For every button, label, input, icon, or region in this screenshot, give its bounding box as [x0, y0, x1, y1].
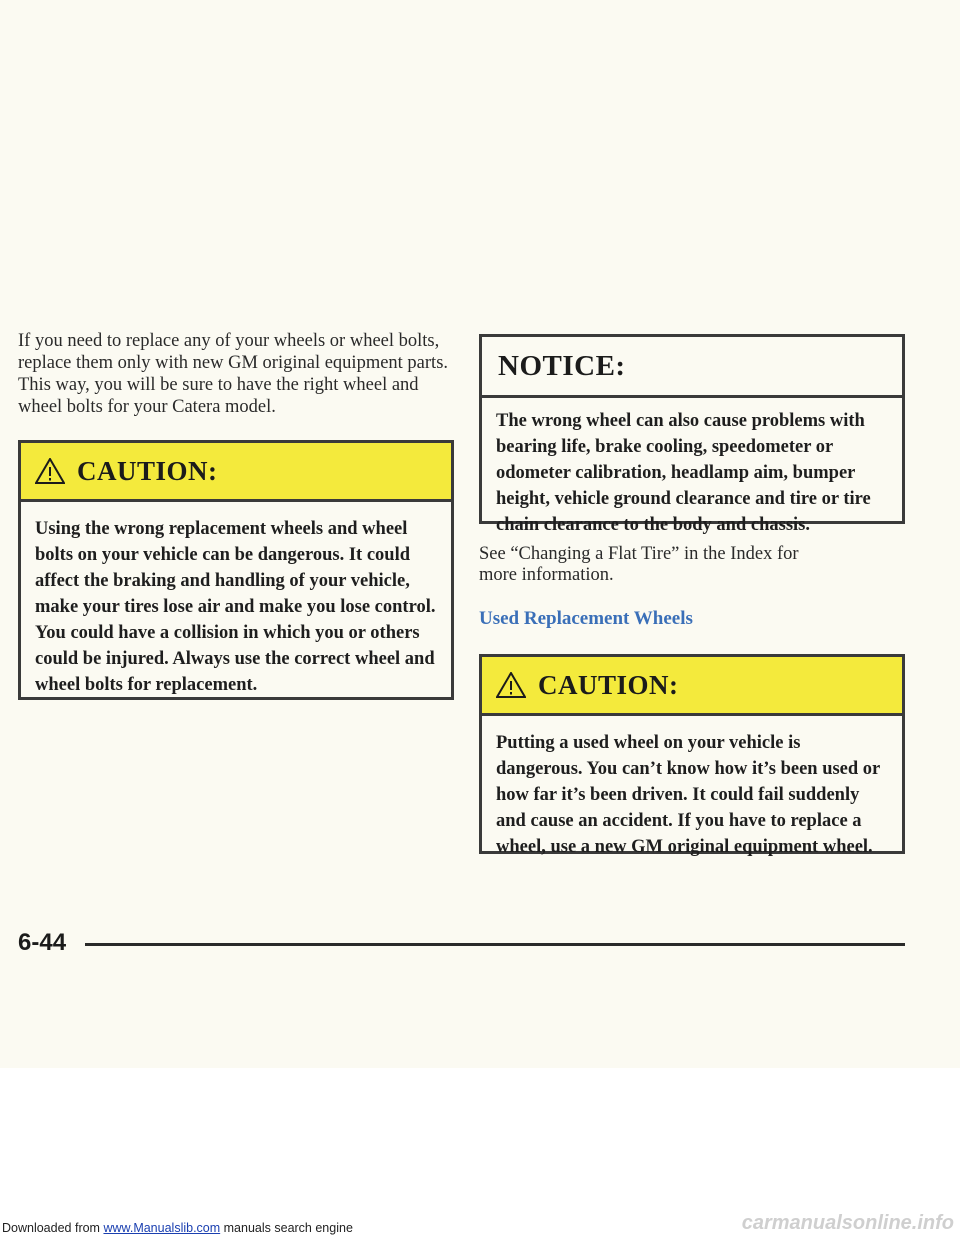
download-credit — [2, 1221, 353, 1235]
download-prefix: Downloaded from — [2, 1221, 104, 1235]
download-suffix: manuals search engine — [220, 1221, 353, 1235]
caution-header — [482, 657, 902, 716]
section-heading-used-wheels: Used Replacement Wheels — [479, 608, 693, 629]
notice-header — [482, 337, 902, 398]
warning-triangle-icon — [496, 672, 526, 698]
warning-triangle-icon — [35, 458, 65, 484]
see-reference-text: See “Changing a Flat Tire” in the Index for more information. — [479, 544, 799, 585]
right-column — [479, 330, 905, 857]
left-column — [18, 330, 454, 700]
watermark: carmanualsonline.info — [741, 1212, 954, 1234]
page-number: 6-44 — [18, 929, 67, 956]
notice-title: NOTICE: — [498, 349, 626, 382]
caution-box-wrong-wheels — [18, 440, 454, 700]
caution-box-used-wheel — [479, 654, 905, 857]
caution-body: Putting a used wheel on your vehicle is dangerous. You can’t know how it’s been used or how far it’s been driven. It could fail suddenly and cause an accident. If you have to replace a wheel, use a new GM original equipment wheel. — [496, 733, 880, 857]
caution-title: CAUTION: — [538, 669, 679, 700]
caution-body: Using the wrong replacement wheels and wheel bolts on your vehicle can be dangerous. It could affect the braking and handling of your vehicle, make your tires lose air and make you lose control. You could have a collision in which you or others could be injured. Always use the correct wheel and wheel bolts for replacement. — [35, 519, 436, 695]
caution-header — [21, 443, 451, 502]
manualslib-link[interactable]: www.Manualslib.com — [103, 1221, 221, 1235]
notice-box — [479, 334, 905, 535]
caution-title: CAUTION: — [77, 455, 218, 486]
intro-paragraph: If you need to replace any of your wheels or wheel bolts, replace them only with new GM original equipment parts. This way, you will be sure to have the right wheel and wheel bolts for your Catera model. — [18, 331, 449, 417]
footer-rule — [85, 943, 905, 946]
notice-body: The wrong wheel can also cause problems with bearing life, brake cooling, speedometer or odometer calibration, headlamp aim, bumper height, vehicle ground clearance and tire or tire chain clearance to the body and chassis. — [496, 411, 871, 535]
